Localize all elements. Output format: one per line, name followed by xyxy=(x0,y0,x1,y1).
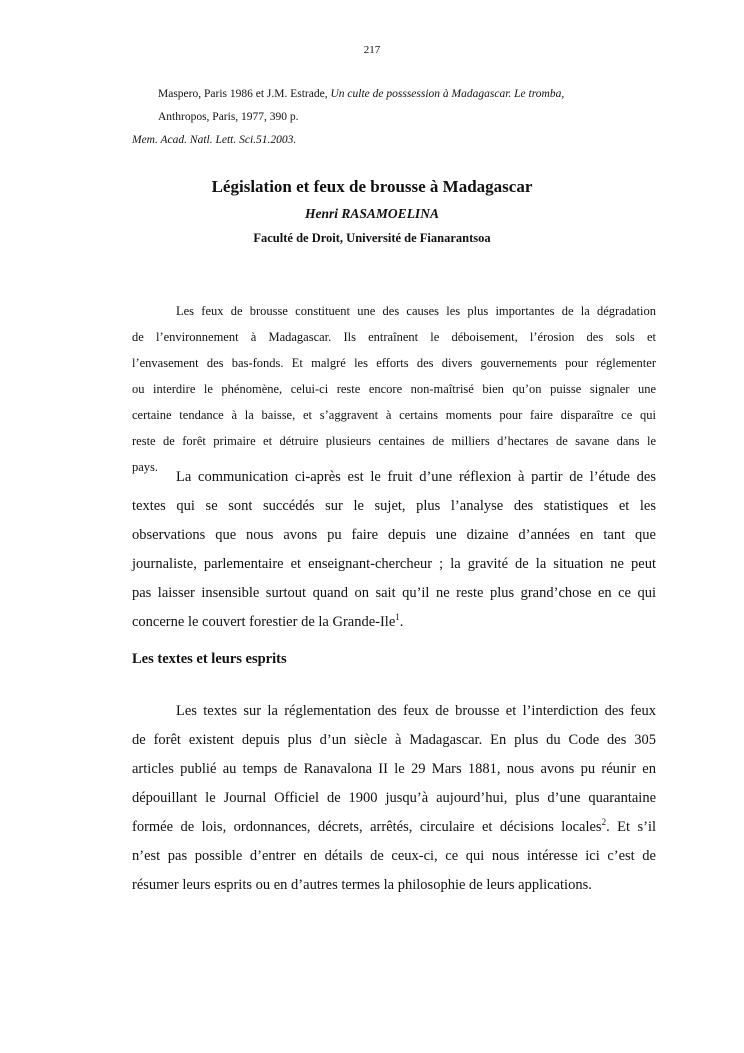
paragraph-line: l’envasement des bas-fonds. Et malgré les efforts des divers gouvernements pour réglementer xyxy=(132,356,656,370)
paragraph-line: de l’environnement à Madagascar. Ils entraînent le déboisement, l’érosion des sols et xyxy=(132,330,656,344)
author-affiliation: Faculté de Droit, Université de Fianarantsoa xyxy=(253,231,491,245)
paragraph-line: journaliste, parlementaire et enseignant-chercheur ; la gravité de la situation ne peut xyxy=(132,556,656,572)
paragraph-line: pays. xyxy=(132,460,159,474)
paragraph-line: reste de forêt primaire et détruire plusieurs centaines de milliers d’hectares de savane dans le xyxy=(132,434,656,448)
paragraph-line: Les textes sur la réglementation des feux de brousse et l’interdiction des feux xyxy=(176,703,656,719)
paragraph-line: de forêt existent depuis plus d’un siècle à Madagascar. En plus du Code des 305 xyxy=(132,732,656,748)
article-title: Législation et feux de brousse à Madagascar xyxy=(211,177,533,196)
paragraph-line xyxy=(132,608,656,637)
paragraph-line: Les feux de brousse constituent une des causes les plus importantes de la dégradation xyxy=(176,304,656,318)
paragraph-line-end: . Et s’il xyxy=(606,819,657,835)
paragraph-line: articles publié au temps de Ranavalona II le 29 Mars 1881, nous avons pu réunir en xyxy=(132,761,656,777)
paragraph-texts xyxy=(132,697,656,900)
paragraph-line: dépouillant le Journal Officiel de 1900 jusqu’à aujourd’hui, plus d’une quarantaine xyxy=(132,790,656,806)
page-number: 217 xyxy=(363,44,381,56)
paragraph-line: La communication ci-après est le fruit d’une réflexion à partir de l’étude des xyxy=(176,469,656,485)
paragraph-line-text: formée de lois, ordonnances, décrets, arrêtés, circulaire et décisions locales xyxy=(132,819,602,835)
paragraph-line-text: concerne le couvert forestier de la Grande-Ile xyxy=(132,614,396,630)
article-author: Henri RASAMOELINA xyxy=(305,206,439,221)
paragraph-line: ou interdire le phénomène, celui-ci reste encore non-maîtrisé bien qu’on puisse signaler une xyxy=(132,382,656,396)
reference-publisher: Maspero, Paris 1986 et J.M. Estrade, xyxy=(158,88,331,100)
paragraph-line: résumer leurs esprits ou en d’autres termes la philosophie de leurs applications. xyxy=(132,877,592,893)
journal-citation: Mem. Acad. Natl. Lett. Sci.51.2003. xyxy=(132,134,297,146)
paragraph-communication xyxy=(132,463,656,637)
reference-line-1 xyxy=(158,88,564,100)
paragraph-intro xyxy=(132,298,656,480)
paragraph-line: certaine tendance à la baisse, et s’aggravent à certains moments pour faire disparaître ce qui xyxy=(132,408,656,422)
paragraph-line: pas laisser insensible surtout quand on sait qu’il ne reste plus grand’chose en ce qui xyxy=(132,585,656,601)
section-heading: Les textes et leurs esprits xyxy=(132,651,287,667)
paragraph-line xyxy=(132,813,656,842)
footnote-ref-2[interactable]: 2 xyxy=(601,817,607,828)
paragraph-line: n’est pas possible d’entrer en détails de ceux-ci, ce qui nous intéresse ici c’est de xyxy=(132,848,656,864)
paragraph-line-end: . xyxy=(399,614,404,630)
reference-title: Un culte de posssession à Madagascar. Le tromba, xyxy=(330,88,565,100)
reference-line-2: Anthropos, Paris, 1977, 390 p. xyxy=(158,111,299,123)
footnote-ref-1[interactable]: 1 xyxy=(395,612,400,623)
paragraph-line: observations que nous avons pu faire depuis une dizaine d’années en tant que xyxy=(132,527,656,543)
paragraph-line: textes qui se sont succédés sur le sujet, plus l’analyse des statistiques et les xyxy=(132,498,656,514)
